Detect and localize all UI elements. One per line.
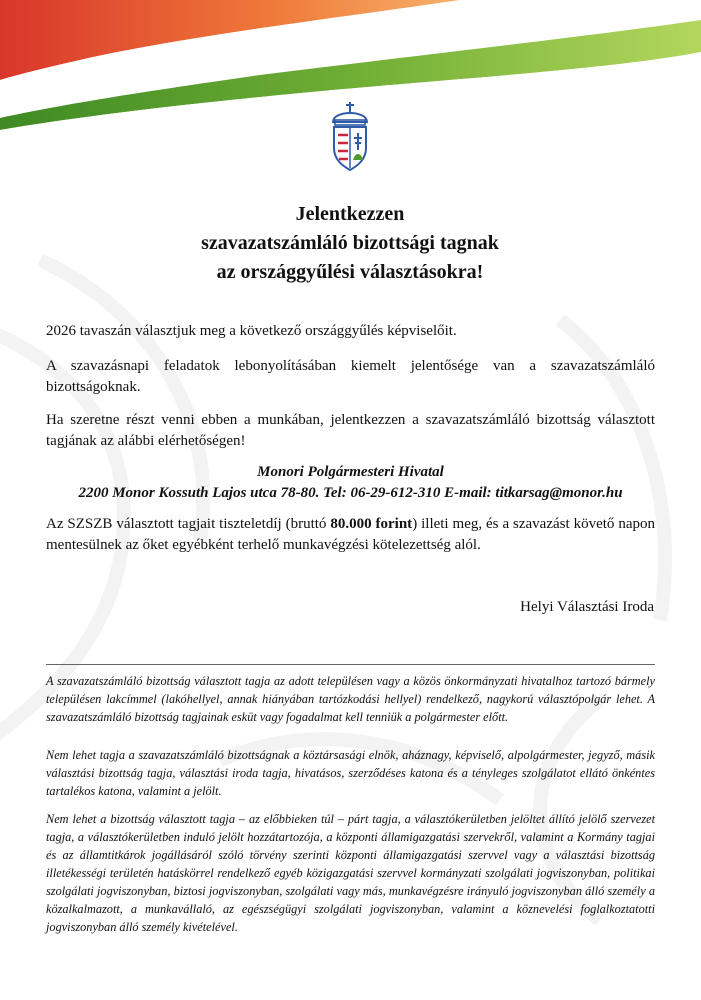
footnote-eligibility: A szavazatszámláló bizottság választott tagja az adott településen vagy a közös önkormányzati hivatalhoz tartozó bármely településen lakcímmel (lakóhellyel, annak hiányában tartózkodási hellyel) rendelkező, nagykorú választópolgár lehet. A szavazatszámláló bizottság tagjainak esküt vagy fogadalmat kell tenniük a polgármester előtt. (46, 674, 655, 724)
compensation-amount: 80.000 forint (330, 516, 413, 532)
invitation-paragraph: Ha szeretne részt venni ebben a munkában, jelentkezzen a szavazatszámláló bizottság választott tagjának az alábbi elérhetőségen! (46, 412, 655, 449)
contact-details: 2200 Monor Kossuth Lajos utca 78-80. Tel: 06-29-612-310 E-mail: titkarsag@monor.hu (78, 485, 623, 501)
compensation-text-start: Az SZSZB választott tagjait tiszteletdíj (bruttó (46, 516, 331, 532)
hungarian-coat-of-arms-icon (325, 100, 375, 172)
page-title (60, 200, 640, 287)
compensation-paragraph (46, 514, 655, 556)
footnote-divider (46, 664, 655, 665)
title-line-2: szavazatszámláló bizottsági tagnak (201, 232, 499, 254)
title-line-1: Jelentkezzen (295, 203, 405, 225)
signature-office: Helyi Választási Iroda (520, 599, 654, 615)
intro-paragraph: 2026 tavaszán választjuk meg a következő országgyűlés képviselőit. (46, 323, 457, 339)
title-line-3: az országgyűlési választásokra! (216, 261, 484, 283)
footnote-exclusions: Nem lehet tagja a szavazatszámláló bizottságnak a köztársasági elnök, aháznagy, képviselő, alpolgármester, jegyző, másik választási bizottság tagja, választási iroda tagja, hivatásos, szerződéses katona és a tényleges szolgálatot ellátó önkéntes tartalékos katona, valamint a jelölt. (46, 748, 655, 798)
importance-paragraph: A szavazásnapi feladatok lebonyolításában kiemelt jelentősége van a szavazatszámláló bizottságoknak. (46, 358, 655, 395)
footnote-further-exclusions: Nem lehet a bizottság választott tagja – az előbbieken túl – párt tagja, a választókerületben jelöltet állító jelölő szervezet tagja, a választókerületben induló jelölt hozzátartozója, a központi államigazgatási szervekről, valamint a Kormány tagjai és az államtitkárok jogállásáról szóló törvény szerinti központi államigazgatási szervvel vagy a választási bizottság illetékességi területén hatáskörrel rendelkező egyéb közigazgatási szervvel kormányzati szolgálati jogviszonyban, politikai szolgálati jogviszonyban, biztosi jogviszonyban, szolgálati vagy más, munkavégzésre irányuló jogviszonyban álló személy a közalkalmazott, a munkavállaló, az egészségügyi szolgálati jogviszonyban, valamint a köznevelési foglalkoztatotti jogviszonyban álló személy kivételével. (46, 812, 655, 934)
contact-block (46, 462, 655, 504)
compensation-text-end: ) illeti meg, és a szavazást követő napon mentesülnek az őket egyébként terhelő munkavégzési kötelezettség alól. (46, 516, 655, 553)
office-name: Monori Polgármesteri Hivatal (257, 464, 444, 480)
